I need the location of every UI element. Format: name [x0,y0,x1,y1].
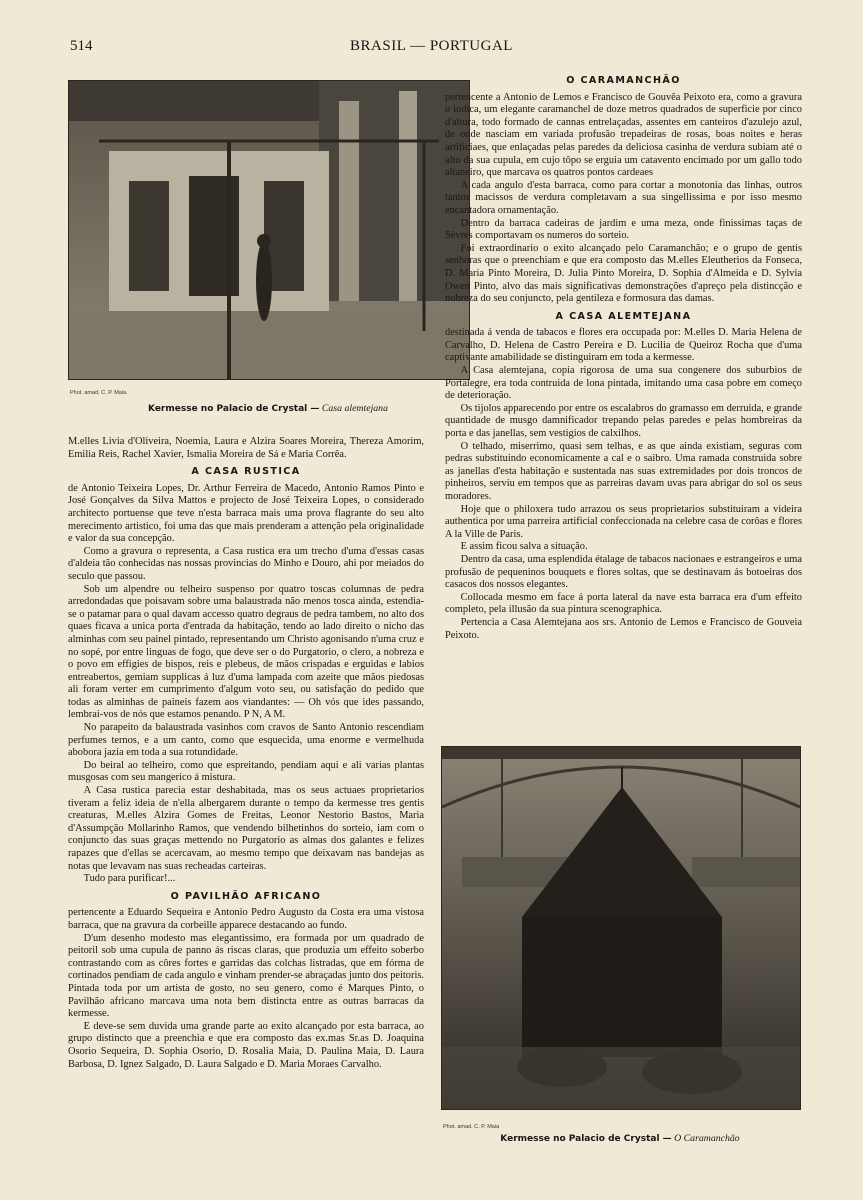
photo-credit-1: Phot. amad. C. P. Maia. [70,390,128,396]
paragraph: E assim ficou salva a situação. [460,541,588,553]
running-title: BRASIL — PORTUGAL [350,38,513,54]
paragraph: A cada angulo d'esta barraca, como para cortar a monotonia das linhas, outros tantos macissos de verdura completavam a sua singellissima e por isso mesmo encantadora ornamentação. [445,179,802,216]
paragraph: A Casa alemtejana, copia rigorosa de uma sua congenere dos suburbios de Portalegre, era toda contruida de lona pintada, imitando uma casa pobre em começo de deterioração. [445,365,802,402]
caption-2-subject: O Caramanchão [674,1133,740,1144]
caption-1-main: Kermesse no Palacio de Crystal — [148,404,320,414]
paragraph: pertencente a Antonio de Lemos e Francisco de Gouvêa Peixoto era, como a gravura o indica, um elegante caramanchel de doze metros quadrados de superficie por cinco d'altura, todo formado de cannas entrelaçadas, assentes em canteiros d'azulejo azul, de onde nasciam em variada profusão trepadeiras de rosas, boas noites e heras artificiaes, que enlaçadas pelas paredes da deliciosa casinha de verdura subiam até o alto da sua cupula, em cujo tôpo se erguia um catavento encimado por um gallo todo altaneiro, que marcava os quatros pontos cardeaes [445,91,802,179]
heading-casa-alemtejana: A CASA ALEMTEJANA [555,310,692,322]
paragraph: Hoje que o philoxera tudo arrazou os seus proprietarios substituiram a videira authentica por uma parreira artificial confeccionada na celebre casa de corôas e flores A la Ville de Paris. [445,503,802,540]
right-column [445,70,802,642]
heading-casa-rustica: A CASA RUSTICA [191,466,301,478]
paragraph: Como a gravura o representa, a Casa rustica era um trecho d'uma d'essas casas d'aldeia tão conhecidas nas nossas provincias do Minho e Douro, ahi por meiados do seculo que passou. [68,545,424,582]
paragraph: Os tijolos apparecendo por entre os escalabros do gramasso em derruida, e grande quantidade de musgo damnificador trepando pelas paredes e pelas hombreiras da porta e das janellas, sem vestigios de calxilhos. [445,402,802,440]
page-number: 514 [70,38,93,54]
paragraph: D'um desenho modesto mas elegantissimo, era formada por um quadrado de peitoril sob uma cupula de panno ás riscas claras, que produzia um effeito soberbo contrastando com as côres fortes e garridas das colchas listradas, que em fórma de cortinados pendiam de cada angulo e vinham prender-se abraçadas junto dos peitoris. Pintada toda por um artista de gosto, no seu genero, como é Marques Pinto, o Pavilhão africano marcava uma nota bem distincta entre as outras barracas da kermesse. [68,932,424,1020]
heading-caramanchao: O CARAMANCHÃO [566,75,681,86]
paragraph: de Antonio Teixeira Lopes, Dr. Arthur Ferreira de Macedo, Antonio Ramos Pinto e José Gonçalves da Silva Mattos e projecto de José Teixeira Lopes, o considerado architecto portuense que teve n'esta barraca mais uma prova flagrante do seu alto merecimento artistico, foi uma das que mais prenderam a attenção pela originalidade e valor da sua concepção. [68,482,424,545]
paragraph: pertencente a Eduardo Sequeira e Antonio Pedro Augusto da Costa era uma vistosa barraca, que na gravura da corbeille apparece destacando ao fundo. [68,907,424,931]
photo-caption-2 [441,1133,799,1144]
page-header [70,38,793,60]
paragraph: E deve-se sem duvida uma grande parte ao exito alcançado por esta barraca, ao grupo distincto que a preenchia e que era composto das ex.mas Sr.as D. Joaquina Osorio Sequeira, D. Sophia Osorio, D. Rosalia Maia, D. Paulina Maia, D. Laura Barbosa, D. Ignez Salgado, D. Laura Salgado e D. Maria Moraes Carvalho. [68,1020,424,1070]
paragraph: O telhado, miserrimo, quasi sem telhas, e as que ainda existiam, seguras com pedras substituindo economicamente a cal e o saibro. Uma ramada construida sobre as janellas d'esta habitação e sustentada nas suas extremidades por dois troncos de pinheiros, serviu em tempos que as parreiras davam uvas para abrigar do sol os seus moradores. [445,440,802,502]
paragraph: No parapeito da balaustrada vasinhos com cravos de Santo Antonio rescendiam perfumes ternos, e a um canto, como que esquecida, uma enorme e vermelhuda abobora jazia em toda a sua rotundidade. [68,722,424,759]
photo-casa-alemtejana [68,80,470,380]
intro-paragraph: M.elles Livia d'Oliveira, Noemia, Laura e Alzira Soares Moreira, Thereza Amorim, Emilia Reis, Rachel Xavier, Ismalia Moreira de Sá e Maria Corrêa. [68,436,424,460]
paragraph: Sob um alpendre ou telheiro suspenso por quatro toscas columnas de pedra arredondadas que poisavam sobre uma balaustrada não menos tosca ainda, estendia-se o patamar para o qual davam accesso quatro degraus de pedra tambem, no alto dos quaes ficava a unica porta d'entrada da habitação, tendo ao lado direito o nicho das alminhas com seu painel pintado, representando um Christo agonisando n'uma cruz e no sopé, por entre linguas de fogo, que deve ser o do Purgatorio, o clero, a nobreza e o povo em effigies de bispos, reis e plebeus, de mãos crispadas e erguidas e labios entreabertos, gemiam supplicas á luz d'uma lampada com azeite que mãos piedosas ali foram verter em cumprimento d'algum voto seu, ou satisfação do pedido que todas as alminhas de paineis fazem aos viandantes: — Oh vós que ides passando, lembrai-vos de nós que estamos penando. P N, A M. [68,583,424,721]
paragraph: Dentro da casa, uma esplendida étalage de tabacos nacionaes e estrangeiros e uma profusão de pequeninos bouquets e flores soltas, que se destinavam ás botoeiras dos casacos dos nossos elegantes. [445,553,802,591]
paragraph: Tudo para purificar!... [83,873,176,885]
paragraph: destinada á venda de tabacos e flores era occupada por: M.elles D. Maria Helena de Carvalho, D. Helena de Castro Pereira e D. Lucilia de Queiroz Rocha que d'uma captivante amabilidade se distinguiram em toda a kermesse. [445,327,802,364]
paragraph: Collocada mesmo em face á porta lateral da nave esta barraca era d'um effeito completo, pela illusão da sua pintura scenographica. [445,591,802,616]
paragraph: A Casa rustica parecia estar deshabitada, mas os seus actuaes proprietarios tiveram a feliz ideia de n'ella albergarem durante o tempo da kermesse tres gentis creaturas, M.elles Alzira Gomes de Freitas, Leonor Nestorio Bastos, Maria d'Assumpção Mollarinho Ramos, que vendendo bilhetinhos do sorteio, iam com o conjuncto das suas graças mettendo no Purgatorio as almas dos galantes e felizes rapazes que d'ellas se acercavam, ao mesmo tempo que deixavam nas bandejas as notas que levavam nas suas recheadas carteiras. [68,785,424,872]
left-column [68,436,424,1071]
caption-1-subject: Casa alemtejana [321,403,388,414]
paragraph: Pertencia a Casa Alemtejana aos srs. Antonio de Lemos e Francisco de Gouveia Peixoto. [445,616,802,641]
photo-credit-2: Phot. amad. C. P. Maia [443,1124,500,1130]
paragraph: Dentro da barraca cadeiras de jardim e uma meza, onde finissimas taças de Sèvres comportavam os numeros do sorteio. [445,217,802,242]
paragraph: Do beiral ao telheiro, como que espreitando, pendiam aqui e ali varias plantas musgosas com seu mangerico á mistura. [68,759,424,784]
photo-caption-1 [68,403,468,414]
photo-caramanchao [441,746,801,1110]
heading-pavilhao-africano: O PAVILHÃO AFRICANO [170,890,322,902]
caption-2-main: Kermesse no Palacio de Crystal — [500,1134,672,1144]
paragraph: Foi extraordinario o exito alcançado pelo Caramanchão; e o grupo de gentis senhoras que o preenchiam e que era composto das M.elles Eleutherios da Fonseca, D. Maria Pinto Moreira, D. Julia Pinto Moreira, D. Sophia d'Almeida e D. Sylvia Owen Pinto, alvo das mais significativas demonstrações d'apreço pela distincção e nobreza do seu conjuncto, pela gentileza e formosura das damas. [445,242,802,305]
